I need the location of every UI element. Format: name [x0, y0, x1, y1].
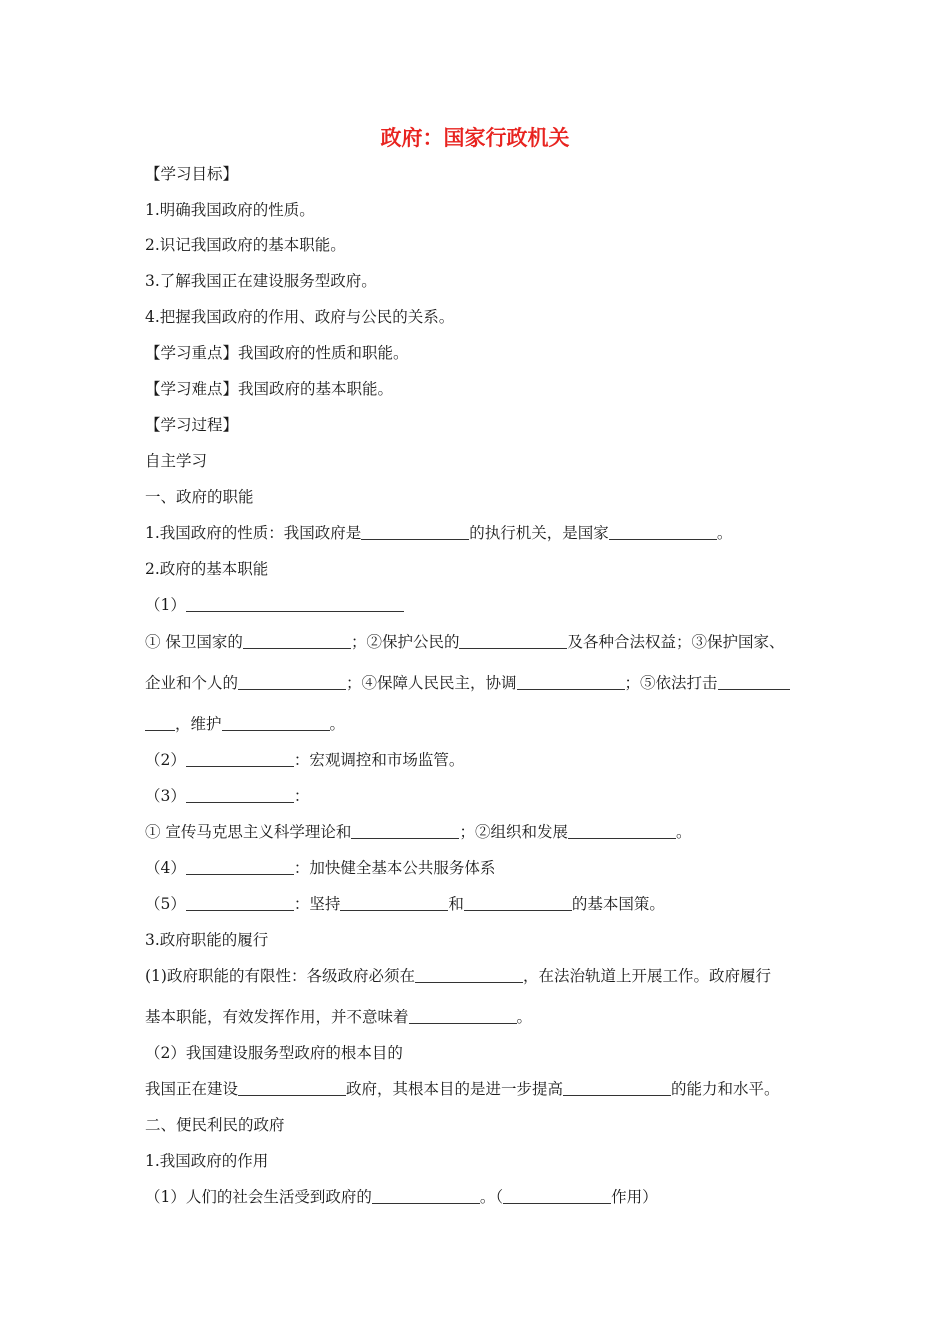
fill-blank[interactable]	[186, 751, 294, 767]
goals-heading: 【学习目标】	[145, 165, 239, 183]
question-line: 企业和个人的 ；④保障人民民主，协调 ；⑤依法打击	[145, 673, 790, 693]
fill-blank[interactable]	[186, 895, 294, 911]
fill-blank[interactable]	[222, 715, 330, 731]
question-line: （1）人们的社会生活受到政府的 。（ 作用）	[145, 1188, 658, 1206]
self-study-heading: 自主学习	[145, 452, 208, 470]
difficulty-line: 【学习难点】我国政府的基本职能。	[145, 380, 394, 398]
fill-blank[interactable]	[186, 787, 294, 803]
fill-blank[interactable]	[409, 1008, 517, 1024]
fill-blank[interactable]	[243, 633, 351, 649]
fill-blank[interactable]	[464, 895, 572, 911]
question-line: 3.政府职能的履行	[145, 931, 269, 949]
question-line: 2.政府的基本职能	[145, 560, 269, 578]
fill-blank[interactable]	[186, 596, 404, 612]
goal-item: 4.把握我国政府的作用、政府与公民的关系。	[145, 308, 455, 326]
question-line: （2） ：宏观调控和市场监管。	[145, 751, 465, 769]
fill-blank[interactable]	[340, 895, 448, 911]
question-line: ，维护 。	[145, 714, 345, 734]
question-line: ① 宣传马克思主义科学理论和 ；②组织和发展 。	[145, 823, 692, 841]
question-line: （5） ：坚持 和 的基本国策。	[145, 895, 665, 913]
question-line: （1）	[145, 595, 404, 615]
fill-blank[interactable]	[568, 823, 676, 839]
goal-item: 1.明确我国政府的性质。	[145, 201, 315, 219]
question-line: 1.我国政府的作用	[145, 1152, 269, 1170]
fill-blank[interactable]	[238, 1080, 346, 1096]
question-line: 我国正在建设 政府，其根本目的是进一步提高 的能力和水平。	[145, 1080, 780, 1098]
fill-blank[interactable]	[609, 524, 717, 540]
question-line: （4） ：加快健全基本公共服务体系	[145, 859, 496, 877]
question-line: 基本职能，有效发挥作用，并不意味着 。	[145, 1008, 533, 1026]
question-line: (1)政府职能的有限性：各级政府必须在 ，在法治轨道上开展工作。政府履行	[145, 967, 771, 985]
fill-blank[interactable]	[459, 633, 567, 649]
fill-blank[interactable]	[372, 1188, 480, 1204]
fill-blank[interactable]	[415, 967, 523, 983]
fill-blank[interactable]	[361, 524, 469, 540]
question-line: （2）我国建设服务型政府的根本目的	[145, 1044, 403, 1062]
focus-line: 【学习重点】我国政府的性质和职能。	[145, 344, 409, 362]
goal-item: 2.识记我国政府的基本职能。	[145, 236, 346, 254]
fill-blank[interactable]	[517, 674, 625, 690]
goal-item: 3.了解我国正在建设服务型政府。	[145, 272, 377, 290]
fill-blank[interactable]	[186, 859, 294, 875]
question-line: 1.我国政府的性质：我国政府是 的执行机关，是国家 。	[145, 524, 733, 542]
question-line: ① 保卫国家的 ；②保护公民的 及各种合法权益；③保护国家、	[145, 633, 785, 651]
section1-heading: 一、政府的职能	[145, 488, 254, 506]
question-line: （3） ：	[145, 787, 310, 805]
fill-blank[interactable]	[563, 1080, 671, 1096]
fill-blank[interactable]	[718, 674, 790, 690]
fill-blank[interactable]	[238, 674, 346, 690]
section2-heading: 二、便民利民的政府	[145, 1116, 285, 1134]
fill-blank[interactable]	[503, 1188, 611, 1204]
fill-blank[interactable]	[351, 823, 459, 839]
fill-blank[interactable]	[145, 715, 175, 731]
document-title: 政府：国家行政机关	[380, 126, 570, 150]
process-heading: 【学习过程】	[145, 416, 239, 434]
